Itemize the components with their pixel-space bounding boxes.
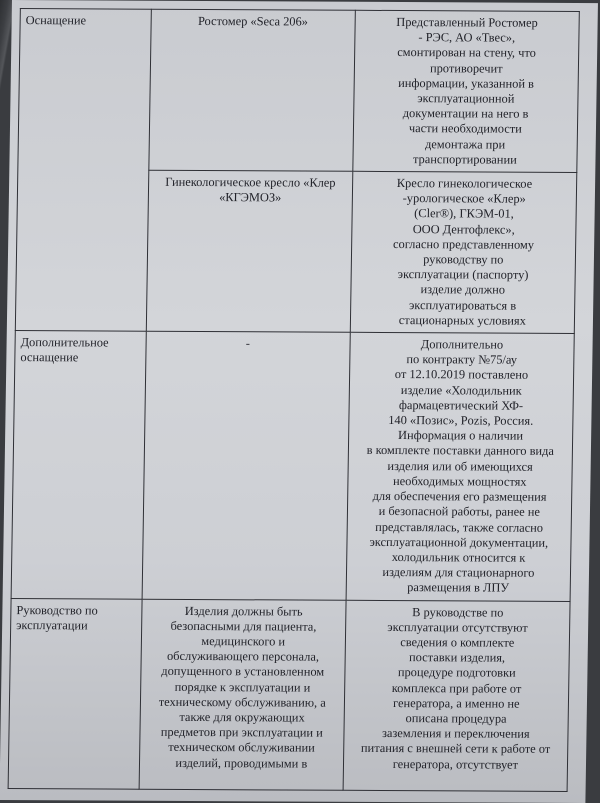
text-line: медицинского и [201, 633, 286, 649]
text-line: в комплекте поставки данного вида [366, 443, 555, 459]
text-line: изделие должно [420, 282, 506, 298]
text-line: 140 «Позис», Pozis, Россия. [388, 413, 534, 428]
text-line: по контракту №75/ау [406, 352, 518, 367]
text-line: -урологическое «Клер» [402, 191, 526, 206]
text-line: генератора, отсутствует [392, 756, 519, 772]
text-line: для обеспечения его размещения [372, 489, 547, 504]
text-line: документации на него в [402, 106, 529, 121]
text-line: Представленный Ростомер [396, 15, 538, 30]
text-line: демонтажа при [424, 136, 506, 152]
requirement-cell: Ростомер «Seca 206» [149, 9, 355, 171]
text-line: эксплуатации отсутствуют [387, 619, 528, 635]
offer-cell [343, 600, 570, 791]
requirement-cell [139, 599, 346, 790]
text-line: безопасными для пациента, [170, 618, 317, 634]
text-line: изделия или об имеющихся [387, 458, 533, 474]
requirement-cell: - [142, 331, 350, 600]
requirement-cell: Гинекологическое кресло «Клер «КГЭМОЗ» [146, 170, 352, 332]
text-line: ООО Дентофлекс», [412, 221, 515, 237]
text-line: заземления и переключения [381, 726, 530, 741]
text-line: комплекса при работе от [391, 680, 522, 696]
text-line: процедуре подготовки [397, 665, 516, 681]
text-line: необходимых мощностях [392, 473, 527, 489]
text-line: холодильник относится к [391, 549, 526, 565]
text-line: - РЭС, АО «Твес», [418, 30, 516, 45]
text-line: также для окружающих [179, 709, 305, 725]
text-line: предметов при эксплуатации и [160, 724, 323, 740]
text-line: части необходимости [408, 121, 522, 137]
row-label-additional-equipment: Дополнительное оснащение [11, 331, 146, 599]
text-line: Кресло гинекологическое [396, 176, 533, 191]
offer-cell [346, 332, 574, 601]
text-line: обслуживающего персонала, [166, 648, 320, 664]
text-line: размещения в ЛПУ [407, 580, 510, 595]
row-label-manual: Руководство по эксплуатации [8, 598, 142, 789]
offer-cell [350, 171, 577, 333]
text-line: В руководстве по [412, 604, 504, 620]
text-line: транспортировании [412, 151, 517, 167]
text-line: техническому обслуживанию, а [158, 694, 326, 710]
text-line: согласно представленному [392, 236, 535, 252]
text-line: эксплуатационной документации, [369, 534, 549, 550]
text-line: противоречит [429, 60, 503, 76]
text-line: Информация о наличии [397, 428, 524, 443]
text-line: и безопасной работы, ранее не [378, 504, 541, 520]
text-line: (Cler®), ГКЭМ-01, [414, 206, 514, 222]
table-row [8, 598, 570, 791]
text-line: питания с внешней сети к работе от [360, 741, 551, 757]
text-line: изделий, проводимыми в [175, 755, 308, 771]
text-line: сведения о комплекте [400, 634, 515, 650]
text-line: изделиям для стационарного [382, 565, 535, 580]
text-line: Изделия должны быть [184, 603, 303, 619]
table-row [18, 9, 579, 173]
requirements-table [8, 8, 580, 791]
text-line: эксплуатационной [417, 91, 515, 106]
row-label-equipment: Оснащение [15, 9, 151, 332]
text-line: руководству по [423, 252, 504, 267]
text-line: допущенного в установленном [161, 664, 325, 680]
text-line: изделие «Холодильник [400, 382, 522, 398]
offer-cell [353, 10, 580, 172]
text-line: порядке к эксплуатации и [174, 679, 311, 695]
text-line: стационарных условиях [398, 312, 526, 328]
text-line: представлялась, также согласно [375, 519, 544, 535]
text-line: описана процедура [405, 711, 507, 726]
table-row [11, 331, 574, 601]
text-line: эксплуатироваться в [408, 297, 517, 313]
text-line: смонтирован на стену, что [397, 45, 536, 61]
text-line: техническом обслуживании [168, 740, 315, 755]
text-line: поставки изделия, [408, 650, 506, 665]
text-line: фармацевтический ХФ- [398, 397, 524, 413]
text-line: генератора, а именно не [392, 695, 520, 711]
text-line: от 12.10.2019 поставлено [394, 367, 529, 383]
text-line: эксплуатации (паспорту) [397, 267, 529, 282]
text-line: информации, указанной в [398, 75, 535, 91]
text-line: Дополнительно [420, 337, 504, 352]
